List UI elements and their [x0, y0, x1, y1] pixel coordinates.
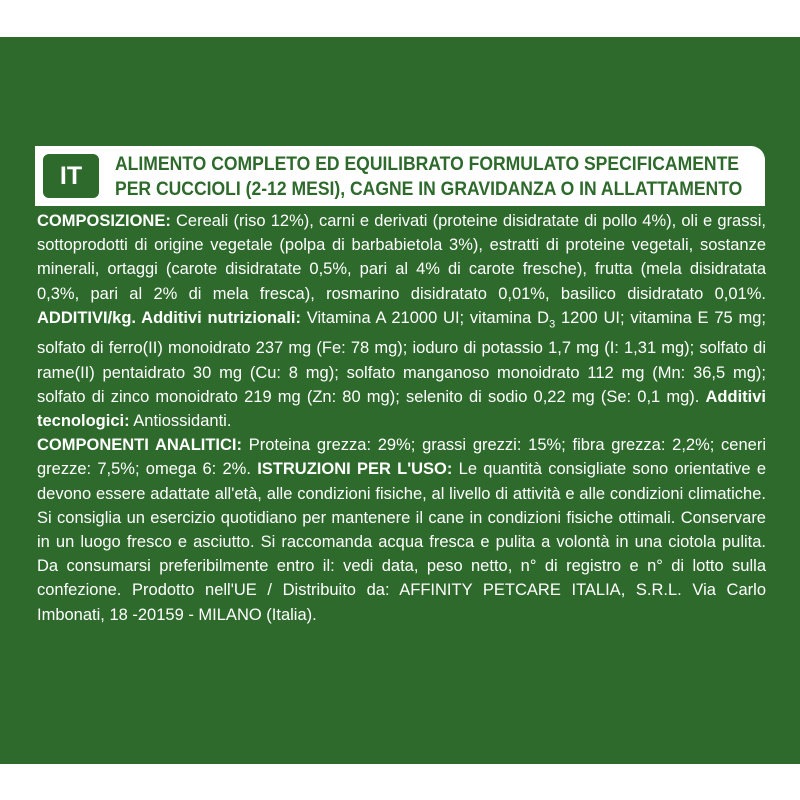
headline-line-1: ALIMENTO COMPLETO ED EQUILIBRATO FORMULATO SPECIFICAMENTE	[115, 153, 740, 175]
label-header	[35, 146, 765, 206]
technological-additives-text: Antiossidanti.	[129, 411, 232, 430]
additives-text-b: 1200 UI; vitamina E 75 mg; solfato di ferro(II) monoidrato 237 mg (Fe: 78 mg); ioduro di potassio 1,7 mg (I: 1,31 mg); solfato di rame(II) pentaidrato 30 mg (Cu: 8 mg); solfato manganoso monoidrato 112 mg (Mn: 36,5 mg); solfato di zinco monoidrato 219 mg (Zn: 80 mg); selenito di sodio 0,22 mg (Se: 0,1 mg).	[37, 308, 766, 406]
language-badge: IT	[43, 154, 99, 198]
additives-text-a: Vitamina A 21000 UI; vitamina D	[300, 308, 550, 327]
headline-line-2: PER CUCCIOLI (2-12 MESI), CAGNE IN GRAVIDANZA O IN ALLATTAMENTO	[115, 178, 743, 200]
product-headline	[115, 152, 743, 202]
composition-title: COMPOSIZIONE:	[37, 212, 171, 230]
instructions-text: Le quantità consigliate sono orientative e devono essere adattate all'età, alle condizioni fisiche, al livello di attività e alle condizioni climatiche. Si consiglia un esercizio quotidiano per mantenere il cane in condizioni fisiche ottimali. Conservare in un luogo fresco e asciutto. Si raccomanda acqua fresca e pulita a volontà in una ciotola pulita. Da consumarsi preferibilmente entro il: vedi data, peso netto, n° di registro e n° di lotto sulla confezione. Prodotto nell'UE / Distribuito da: AFFINITY PETCARE ITALIA, S.R.L. Via Carlo Imbonati, 18 -20159 - MILANO (Italia).	[37, 460, 767, 624]
composition-text: Cereali (riso 12%), carni e derivati (proteine disidratate di pollo 4%), oli e grassi, sottoprodotti di origine vegetale (polpa di barbabietola 3%), estratti di proteine vegetali, sostanze minerali, ortaggi (carote disidratate 0,5%, pari al 4% di carote fresche), frutta (mela disidratata 0,3%, pari al 2% di mela fresca), rosmarino disidratato 0,01%, basilico disidratato 0,01%.	[37, 212, 766, 303]
label-body	[37, 209, 766, 627]
analytic-components-text: Proteina grezza: 29%; grassi grezzi: 15%; fibra grezza: 2,2%; ceneri grezze: 7,5%; omega 6: 2%.	[37, 436, 766, 479]
instructions-title: ISTRUZIONI PER L'USO:	[257, 460, 453, 479]
additives-title: ADDITIVI/kg. Additivi nutrizionali:	[37, 308, 301, 327]
analytic-components-title: COMPONENTI ANALITICI:	[37, 436, 243, 455]
additives-subscript: 3	[549, 318, 556, 331]
technological-additives-title: Additivi tecnologici:	[37, 387, 766, 430]
